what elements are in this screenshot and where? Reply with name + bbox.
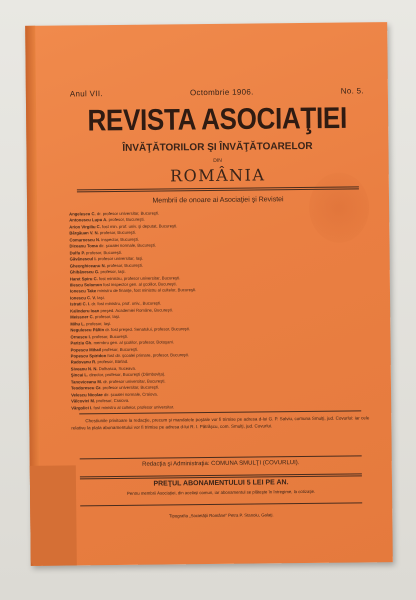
divider-rule: [80, 502, 362, 506]
member-name: Ghibănescu G.: [69, 269, 100, 275]
cover-content: [63, 22, 375, 565]
member-name: Vârgolici I.: [71, 404, 93, 411]
member-description: fost ministru, profesor universitar, Bucureşti.: [98, 274, 181, 281]
member-description: dir. şcoalei normale, Craiova.: [103, 391, 158, 397]
member-name: Siveanu N. N.: [70, 366, 98, 372]
member-description: profesor, Bucureşti.: [102, 346, 139, 352]
member-name: Tanoviceanu M.: [70, 378, 103, 385]
member-name: Şincai L.: [70, 372, 89, 378]
member-description: profesor, Iaşi.: [86, 320, 112, 326]
member-description: Iaşi.: [97, 294, 105, 301]
member-description: profesor, Bucureşti.: [92, 333, 129, 339]
member-description: profesor, Iaşi.: [100, 268, 126, 275]
member-name: Radovanu R.: [70, 359, 97, 365]
administration-line: Redacţia şi Administraţia: COMUNA SMULŢI (COVURLUI).: [142, 460, 300, 468]
magazine-cover: [25, 22, 393, 566]
member-name: Ionescu C. V.: [70, 295, 96, 301]
member-description: dr. fost preşed. Senatului, profesor, Bucureşti.: [105, 326, 191, 333]
member-description: profesor, Bucureşti.: [99, 230, 137, 236]
member-description: membru gen. al şcolilor, profesor, Botoşani.: [93, 339, 174, 346]
member-name: Mihu L.: [70, 321, 85, 327]
issue-date: Octombrie 1906.: [189, 87, 254, 98]
member-name: Meissner C.: [70, 314, 94, 320]
divider-rule: [79, 410, 361, 414]
member-description: Dolhasca, Suceava.: [98, 365, 136, 372]
printer-line: Tipografia „Societăţii Române” Petra P. Stanoiu, Galaţi.: [168, 512, 274, 519]
notice-paragraph: Chestiunile privitoare la redacţie, precum şi mandatele poştale vor fi trimise pe adresa d-lui G. P. Salviu, comuna Smulţi, jud. Covurlui: iar cele relative la plata abonamentului vor fi trimise pe adresa d-lui R. I. Pătrăşcu, com. Smulţi, jud. Covurlui.: [71, 415, 370, 431]
member-name: Arion Virgiliu C.: [69, 224, 101, 230]
member-name: Diceanu Toma: [69, 243, 98, 249]
member-description: fost ministru al cultelor, profesor universitar.: [93, 403, 175, 410]
magazine-subtitle: ÎNVĂŢĂTORILOR ŞI ÎNVĂŢĂTOARELOR: [122, 140, 313, 154]
member-description: profesor, Bucureşti.: [108, 217, 145, 223]
member-name: Popescu Mihail: [70, 346, 102, 352]
member-description: profesor universitar, Iaşi.: [97, 255, 144, 262]
member-description: dir. şcoalei normale, Bucureşti.: [98, 242, 157, 249]
member-description: profesor universitar, Bucureşti.: [102, 384, 160, 391]
issue-meta: [70, 86, 364, 98]
member-name: Iliescu Solomon: [69, 282, 103, 288]
member-name: Kalinderu Ioan: [70, 307, 100, 314]
member-name: Găvănescul I.: [69, 256, 97, 262]
member-description: dr. profesor universitar, Bucureşti.: [96, 210, 160, 217]
member-name: Ornescu I.: [70, 333, 91, 340]
member-name: Angelescu C.: [69, 211, 96, 217]
member-description: inspector, Bucureşti.: [101, 236, 140, 242]
member-name: Dulfu P.: [69, 250, 85, 256]
member-name: Popescu Spiridon: [70, 353, 107, 359]
member-name: Bărgăuan V. N.: [69, 230, 99, 236]
member-description: profesor, Iaşi.: [94, 314, 121, 320]
member-description: profesor, Craiova.: [96, 397, 130, 404]
member-description: profesor, Bârlad.: [97, 359, 129, 365]
members-heading: Membrii de onoare ai Asociaţiei şi Revistei: [152, 196, 284, 205]
din-label: DIN: [213, 157, 222, 164]
member-name: Comarnescu N.: [69, 236, 101, 243]
members-list: [69, 208, 369, 411]
member-description: ministru de finanţe, fost ministru al cultelor, Bucureşti.: [97, 287, 197, 294]
subscription-note: Pentru membrii Asociaţiei, din acelaşi comun, iar abonamentul se plăteşte în întregime, la cotizaţie.: [126, 488, 316, 496]
member-name: Haret Spiru C.: [69, 275, 98, 281]
member-description: profesor, Bucureşti.: [85, 249, 123, 256]
member-name: Vâlcovici M.: [71, 398, 96, 404]
member-description: director, profesor, Bucureşti (Dâmboviţa).: [89, 371, 166, 378]
member-description: preşed. Academiei Române, Bucureşti.: [100, 307, 173, 313]
member-name: Pariziu Gh.: [70, 340, 93, 346]
member-name: Gheorghiceanu N.: [69, 262, 106, 269]
member-name: Teodorescu Gr.: [70, 385, 102, 391]
member-name: Ionescu Take: [69, 288, 97, 294]
member-description: dr. fost ministru, prof. univ., Bucureşti.: [91, 300, 162, 307]
divider-rule: [80, 455, 362, 459]
member-name: Antonescu Lupu A.: [69, 217, 108, 223]
member-description: fost inspector gen. al şcolilor, Bucureşti.: [103, 281, 177, 288]
member-description: dr. profesor universitar, Bucureşti.: [103, 378, 166, 384]
country-name: ROMÂNIA: [169, 165, 266, 186]
issue-number: No. 5.: [340, 86, 364, 96]
member-description: profesor, Bucureşti.: [106, 262, 144, 268]
member-name: Velescu Nicolae: [71, 391, 103, 398]
member-name: Negulescu Păltin: [70, 327, 105, 333]
magazine-title: REVISTA ASOCIAŢIEI: [87, 100, 348, 138]
member-name: Istrati C. I.: [70, 301, 91, 307]
subscription-price: PREŢUL ABONAMENTULUI 5 LEI PE AN.: [153, 479, 289, 488]
issue-year: Anul VII.: [69, 89, 103, 99]
member-description: fost dir. şcoalei primare, profesor, Bucureşti.: [107, 352, 189, 359]
member-description: fost min. prof. univ. şi deputat, Bucureşti.: [102, 223, 178, 230]
